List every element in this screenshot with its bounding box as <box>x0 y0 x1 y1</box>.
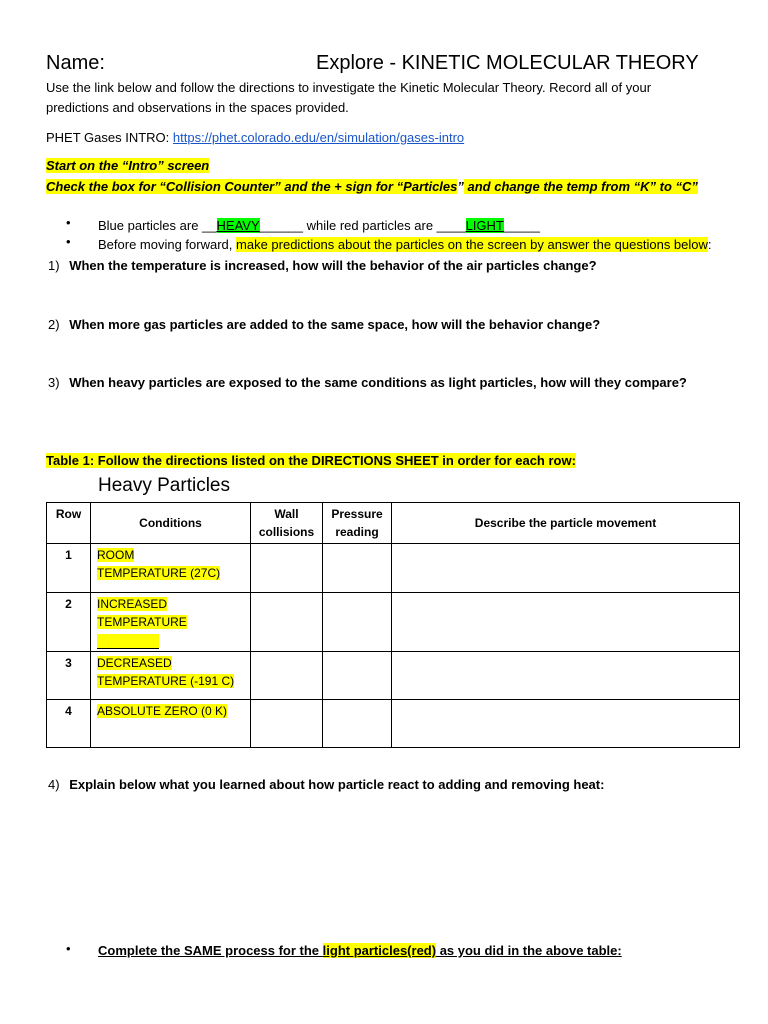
phet-line <box>46 130 464 145</box>
describe-movement-cell[interactable] <box>392 652 740 700</box>
row-number: 2 <box>47 593 91 652</box>
bullet-dot: • <box>66 941 71 956</box>
bullet-dot: • <box>66 234 71 249</box>
col-wall-header: Wall collisions <box>251 503 323 544</box>
col-pressure-header: Pressure reading <box>323 503 392 544</box>
wall-collisions-cell[interactable] <box>251 700 323 748</box>
col-describe-header: Describe the particle movement <box>392 503 740 544</box>
wall-collisions-cell[interactable] <box>251 544 323 593</box>
bullet-particle-colors: Blue particles are __HEAVY______ while red particles are ____LIGHT_____ <box>98 218 541 233</box>
row-number: 1 <box>47 544 91 593</box>
page-title: Explore - KINETIC MOLECULAR THEORY <box>316 52 699 74</box>
row-condition: INCREASED TEMPERATURE <box>91 593 251 652</box>
pressure-reading-cell[interactable] <box>323 544 392 593</box>
col-conditions-header: Conditions <box>91 503 251 544</box>
phet-link[interactable]: https://phet.colorado.edu/en/simulation/gases-intro <box>172 130 465 145</box>
intro-line-2: predictions and observations in the spaces provided. <box>46 100 349 115</box>
wall-collisions-cell[interactable] <box>251 652 323 700</box>
table-header-row <box>47 503 740 544</box>
bullet-dot: • <box>66 215 71 230</box>
table-row <box>47 544 740 593</box>
temperature-blank[interactable] <box>97 634 159 649</box>
question-3: 3) When heavy particles are exposed to the same conditions as light particles, how will they compare? <box>48 375 687 390</box>
table-row <box>47 593 740 652</box>
question-4: 4) Explain below what you learned about how particle react to adding and removing heat: <box>48 777 605 792</box>
table-heading: Heavy Particles <box>98 475 230 496</box>
row-number: 3 <box>47 652 91 700</box>
col-row-header: Row <box>47 503 91 544</box>
question-2: 2) When more gas particles are added to the same space, how will the behavior change? <box>48 317 601 332</box>
row-condition: DECREASED TEMPERATURE (-191 C) <box>91 652 251 700</box>
table-row <box>47 652 740 700</box>
bullet-predictions: Before moving forward, make predictions about the particles on the screen by answer the questions below: <box>98 237 712 252</box>
pressure-reading-cell[interactable] <box>323 593 392 652</box>
heavy-particles-table <box>46 502 740 748</box>
name-label: Name: <box>46 52 105 74</box>
instruction-line-1: Start on the “Intro” screen <box>46 158 210 173</box>
table-row <box>47 700 740 748</box>
question-1: 1) When the temperature is increased, how will the behavior of the air particles change? <box>48 258 597 273</box>
pressure-reading-cell[interactable] <box>323 700 392 748</box>
intro-line-1: Use the link below and follow the directions to investigate the Kinetic Molecular Theory. Record all of your <box>46 80 652 95</box>
row-condition: ROOM TEMPERATURE (27C) <box>91 544 251 593</box>
phet-label: PHET Gases INTRO: <box>46 130 173 145</box>
describe-movement-cell[interactable] <box>392 700 740 748</box>
row-condition: ABSOLUTE ZERO (0 K) <box>91 700 251 748</box>
describe-movement-cell[interactable] <box>392 593 740 652</box>
wall-collisions-cell[interactable] <box>251 593 323 652</box>
pressure-reading-cell[interactable] <box>323 652 392 700</box>
final-instruction: Complete the SAME process for the light particles(red) as you did in the above table: <box>98 943 622 958</box>
table-caption: Table 1: Follow the directions listed on the DIRECTIONS SHEET in order for each row: <box>46 453 576 468</box>
describe-movement-cell[interactable] <box>392 544 740 593</box>
instruction-line-2: Check the box for “Collision Counter” and the + sign for “Particles” and change the temp from “K” to “C” <box>46 179 698 194</box>
row-number: 4 <box>47 700 91 748</box>
